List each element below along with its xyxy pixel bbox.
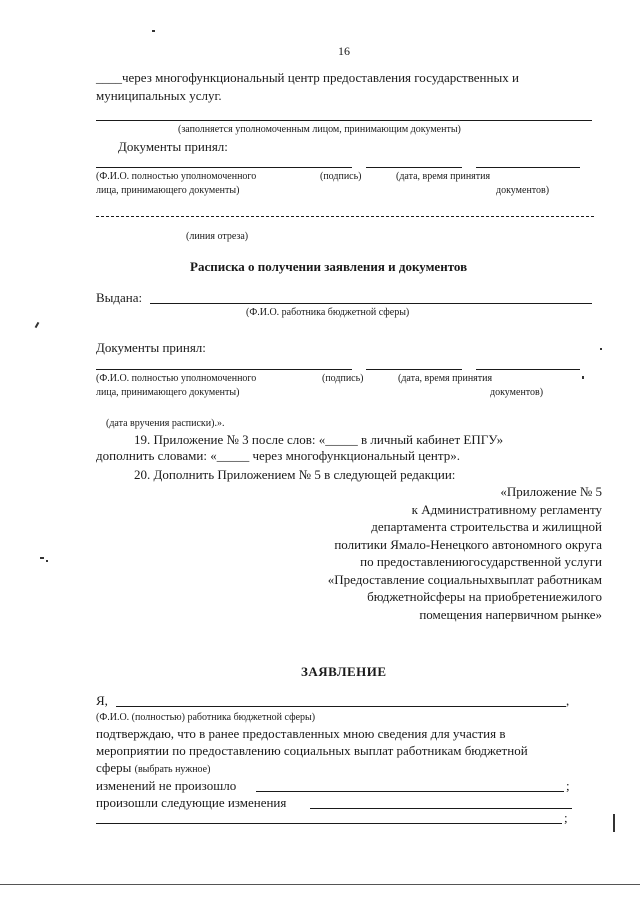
no-changes-line [256, 791, 564, 792]
appendix-header [328, 483, 602, 623]
caption-fio-receipt-1: (Ф.И.О. полностью уполномоченного [96, 373, 257, 384]
date-line-receipt [476, 369, 580, 370]
scan-speck [613, 814, 615, 832]
scan-speck [35, 322, 40, 328]
caption-fio-top-1: (Ф.И.О. полностью уполномоченного [96, 171, 257, 182]
delivery-date: (дата вручения расписки).». [106, 418, 225, 429]
fio-line-receipt [96, 369, 352, 370]
amendment-19-line-2: дополнить словами: «_____ через многофункциональный центр». [96, 448, 460, 463]
amendment-20: 20. Дополнить Приложением № 5 в следующей редакции: [134, 467, 456, 482]
confirm-line-2: мероприятии по предоставлению социальных выплат работникам бюджетной [96, 743, 528, 758]
date-line-top [476, 167, 580, 168]
changes-label: произошли следующие изменения [96, 795, 287, 810]
caption-fio-receipt-2: лица, принимающего документы) [96, 387, 240, 398]
page-number: 16 [338, 44, 350, 58]
blank-prefix: ____ [96, 70, 122, 85]
changes-line [310, 808, 572, 809]
scan-speck [582, 376, 584, 379]
mfc-text: через многофункциональный центр предоставления государственных и [122, 70, 519, 85]
fio-caption-statement: (Ф.И.О. (полностью) работника бюджетной сферы) [96, 712, 316, 723]
fio-line-top [96, 167, 352, 168]
comma: , [566, 693, 570, 708]
issued-label: Выдана: [96, 290, 143, 305]
cut-line [96, 216, 594, 217]
scan-speck [600, 348, 602, 350]
appendix-line-3: департамента строительства и жилищной [371, 519, 602, 534]
appendix-line-4: политики Ямало-Ненецкого автономного округа [334, 536, 602, 552]
issued-caption: (Ф.И.О. работника бюджетной сферы) [246, 307, 410, 318]
appendix-line-6: «Предоставление социальныхвыплат работникам [327, 571, 602, 587]
amendment-19 [96, 432, 596, 464]
caption-sign-top: (подпись) [320, 171, 362, 182]
appendix-line-8: помещения напервичном рынке» [419, 606, 602, 622]
amendment-19-line-1: 19. Приложение № 3 после слов: «_____ в личный кабинет ЕПГУ» [134, 432, 504, 447]
appendix-line-1: «Приложение № 5 [500, 484, 602, 499]
sign-line-top [366, 167, 462, 168]
caption-date-receipt-2: документов) [490, 387, 544, 398]
cut-line-caption: (линия отреза) [186, 231, 249, 242]
appendix-line-7: бюджетнойсферы на приобретениежилого [367, 589, 602, 604]
confirm-line-3 [96, 760, 210, 776]
scan-speck [46, 560, 48, 562]
caption-date-receipt-1: (дата, время принятия [398, 373, 493, 384]
fill-line [96, 120, 592, 121]
appendix-line-5: по предоставлениюгосударственной услуги [360, 554, 602, 569]
caption-date-top-2: документов) [496, 185, 550, 196]
accepted-label-top: Документы принял: [118, 139, 228, 154]
mfc-line-2: муниципальных услуг. [96, 88, 222, 103]
semicolon-1: ; [566, 778, 570, 793]
confirm-word: сферы [96, 760, 132, 775]
mfc-line [96, 70, 519, 86]
caption-fio-top-2: лица, принимающего документы) [96, 185, 240, 196]
sign-line-receipt [366, 369, 462, 370]
changes-line-2 [96, 823, 562, 824]
receipt-title: Расписка о получении заявления и документов [190, 259, 468, 274]
confirm-line-1: подтверждаю, что в ранее предоставленных мною сведения для участия в [96, 726, 506, 741]
appendix-line-2: к Административному регламенту [411, 501, 602, 517]
issued-line [150, 303, 592, 304]
scan-speck [40, 557, 44, 559]
scan-edge [0, 884, 640, 885]
caption-sign-receipt: (подпись) [322, 373, 364, 384]
statement-title: ЗАЯВЛЕНИЕ [301, 664, 387, 679]
accepted-label-receipt: Документы принял: [96, 340, 206, 355]
fill-note: (заполняется уполномоченным лицом, принимающим документы) [178, 124, 461, 135]
ya-label: Я, [96, 693, 108, 708]
scan-speck [152, 30, 155, 32]
semicolon-2: ; [564, 810, 568, 825]
fio-line-statement [116, 706, 566, 707]
choose-note: (выбрать нужное) [134, 764, 211, 775]
caption-date-top-1: (дата, время принятия [396, 171, 491, 182]
no-changes-label: изменений не произошло [96, 778, 237, 793]
